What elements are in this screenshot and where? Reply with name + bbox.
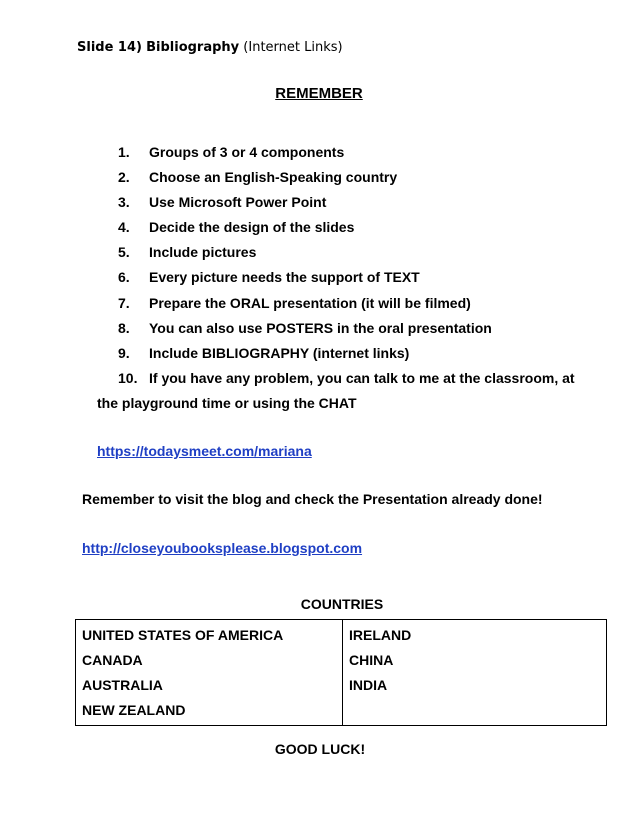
list-item-number: 1. [118, 144, 130, 160]
list-item [118, 295, 471, 311]
list-item-text: Choose an English-Speaking country [149, 169, 398, 185]
list-item [118, 244, 256, 260]
list-item-continuation: the playground time or using the CHAT [97, 395, 357, 411]
list-item [118, 144, 344, 160]
country-name: NEW ZEALAND [82, 702, 186, 718]
list-item-text: Include BIBLIOGRAPHY (internet links) [149, 345, 410, 361]
list-item-text: You can also use POSTERS in the oral presentation [149, 320, 492, 336]
list-item-number: 5. [118, 244, 130, 260]
table-row [76, 620, 607, 726]
closing-text: GOOD LUCK! [274, 741, 366, 757]
visit-blog-text: Remember to visit the blog and check the Presentation already done! [82, 491, 543, 507]
list-item-number: 2. [118, 169, 130, 185]
list-item [118, 219, 354, 235]
list-item-text: Every picture needs the support of TEXT [149, 269, 420, 285]
list-item [118, 370, 575, 386]
country-name: IRELAND [349, 627, 412, 643]
slide-label: Slide 14) [77, 40, 142, 55]
list-item-text: Prepare the ORAL presentation (it will be filmed) [149, 295, 471, 311]
list-item-text: If you have any problem, you can talk to me at the classroom, at [149, 370, 575, 386]
list-item-text: Groups of 3 or 4 components [149, 144, 345, 160]
list-item [118, 169, 397, 185]
countries-column-2 [343, 620, 607, 726]
list-item-number: 4. [118, 219, 130, 235]
list-item-number: 7. [118, 295, 130, 311]
list-item [118, 320, 492, 336]
list-item-number: 6. [118, 269, 130, 285]
remember-heading: REMEMBER [275, 85, 363, 102]
country-name: CANADA [82, 652, 143, 668]
list-item [118, 269, 420, 285]
country-name: CHINA [349, 652, 394, 668]
list-item [118, 194, 326, 210]
page-header [77, 40, 343, 55]
list-item-number: 9. [118, 345, 130, 361]
chat-link[interactable]: https://todaysmeet.com/mariana [97, 443, 312, 459]
countries-column-1 [76, 620, 343, 726]
country-name: AUSTRALIA [82, 677, 163, 693]
list-item [118, 345, 409, 361]
list-item-number: 3. [118, 194, 130, 210]
country-name: UNITED STATES OF AMERICA [82, 627, 284, 643]
countries-table [75, 619, 607, 726]
page-title: Bibliography [146, 40, 240, 55]
list-item-text: Use Microsoft Power Point [149, 194, 327, 210]
list-item-number: 10. [118, 370, 138, 386]
blog-link[interactable]: http://closeyoubooksplease.blogspot.com [82, 540, 363, 556]
page-subtitle: (Internet Links) [243, 40, 343, 55]
countries-title: COUNTRIES [300, 596, 384, 612]
list-item-text: Decide the design of the slides [149, 219, 355, 235]
list-item-number: 8. [118, 320, 130, 336]
list-item-text: Include pictures [149, 244, 257, 260]
country-name: INDIA [349, 677, 388, 693]
